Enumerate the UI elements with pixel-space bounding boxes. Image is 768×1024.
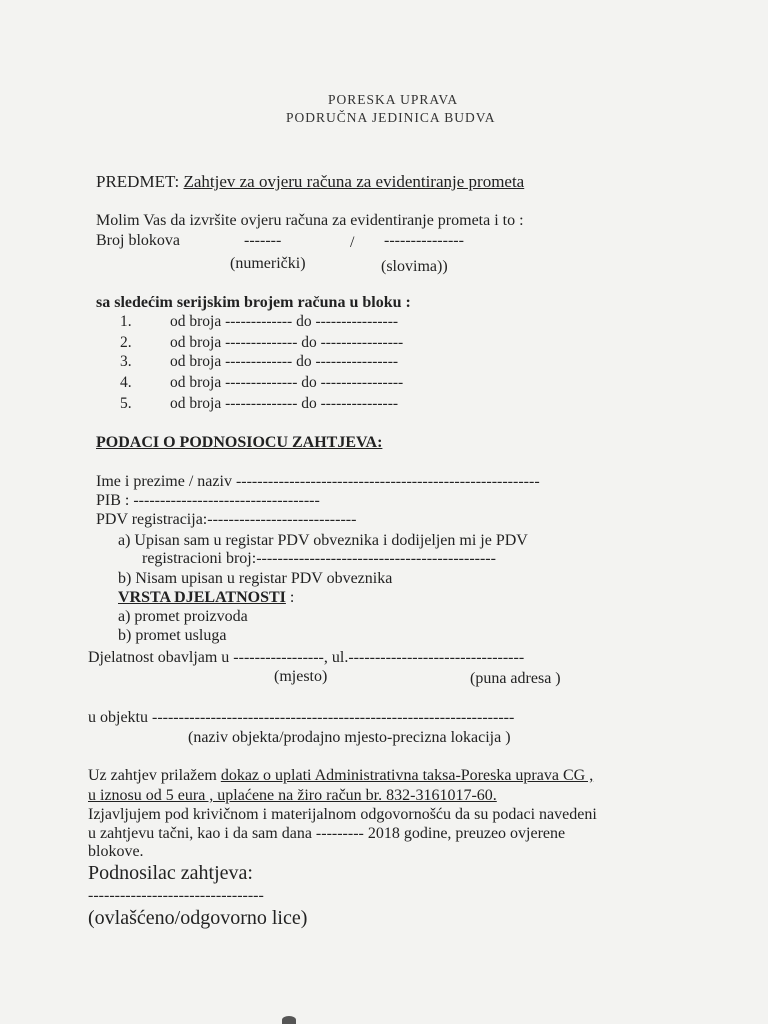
subject-line: [96, 172, 524, 192]
attachment-proof: dokaz o uplati Administrativna taksa-Poreska uprava CG ,: [220, 767, 594, 784]
blocks-slash: /: [350, 234, 355, 251]
header-unit: PODRUČNA JEDINICA BUDVA: [286, 110, 496, 125]
blocks-label: Broj blokova: [96, 232, 180, 249]
hint-object: (naziv objekta/prodajno mjesto-precizna lokacija ): [188, 729, 511, 746]
serial-row-text: od broja -------------- do ----------------: [170, 374, 404, 391]
blocks-numeric-blank: -------: [244, 232, 282, 249]
pdv-option-a: a) Upisan sam u registar PDV obveznika i dodijeljen mi je PDV: [118, 532, 528, 549]
serial-row-number: 5.: [120, 395, 132, 412]
serial-row-number: 3.: [120, 353, 132, 370]
subject-text: Zahtjev za ovjeru računa za evidentiranje prometa: [183, 172, 525, 191]
header-authority: PORESKA UPRAVA: [328, 92, 459, 107]
serial-heading: sa sledećim serijskim brojem računa u bloku :: [96, 294, 411, 311]
serial-row-number: 4.: [120, 374, 132, 391]
serial-row-text: od broja ------------- do ----------------: [170, 353, 399, 370]
declaration-line-3: blokove.: [88, 843, 144, 860]
serial-row-text: od broja ------------- do ----------------: [170, 313, 399, 330]
serial-row-number: 2.: [120, 334, 132, 351]
subject-label: PREDMET:: [96, 172, 180, 191]
serial-row: [120, 313, 398, 331]
pdv-number-field: registracioni broj:---------------------------------------------: [142, 550, 496, 567]
applicant-heading: PODACI O PODNOSIOCU ZAHTJEVA:: [96, 434, 383, 451]
pdv-field: PDV registracija:----------------------------: [96, 511, 357, 528]
signature-role: (ovlašćeno/odgovorno lice): [88, 907, 308, 929]
pib-field: PIB : -----------------------------------: [96, 492, 320, 509]
signature-label: Podnosilac zahtjeva:: [88, 862, 253, 884]
blocks-words-blank: ---------------: [384, 232, 464, 249]
activity-heading-line: [118, 589, 294, 607]
hint-address: (puna adresa ): [470, 670, 561, 687]
hint-place: (mjesto): [274, 668, 328, 685]
declaration-line-1: Izjavljujem pod krivičnom i materijalnom odgovornošću da su podaci navedeni: [88, 806, 597, 823]
serial-row-number: 1.: [120, 313, 132, 330]
scan-mark: [282, 1016, 296, 1024]
request-intro: Molim Vas da izvršite ovjeru računa za evidentiranje prometa i to :: [96, 212, 524, 229]
activity-place-field: Djelatnost obavljam u -----------------, ul.---------------------------------: [88, 649, 525, 666]
serial-row: [120, 334, 403, 352]
activity-option-a: a) promet proizvoda: [118, 608, 248, 625]
declaration-line-2: u zahtjevu tačni, kao i da sam dana --------- 2018 godine, preuzeo ovjerene: [88, 825, 566, 842]
serial-row-text: od broja -------------- do ---------------: [170, 395, 399, 412]
pdv-option-b: b) Nisam upisan u registar PDV obveznika: [118, 570, 393, 587]
attachment-line-2: u iznosu od 5 eura , uplaćene na žiro račun br. 832-3161017-60.: [88, 787, 497, 804]
activity-heading-colon: :: [285, 589, 295, 606]
name-field: Ime i prezime / naziv ---------------------------------------------------------: [96, 473, 540, 490]
activity-heading: VRSTA DJELATNOSTI: [118, 589, 286, 606]
activity-option-b: b) promet usluga: [118, 627, 227, 644]
hint-numeric: (numerički): [230, 255, 306, 272]
object-field: u objektu --------------------------------------------------------------------: [88, 709, 515, 726]
serial-row: [120, 353, 398, 371]
attachment-intro: Uz zahtjev prilažem: [88, 767, 221, 784]
signature-line: ---------------------------------: [88, 887, 264, 904]
serial-row-text: od broja -------------- do ----------------: [170, 334, 404, 351]
serial-row: [120, 374, 403, 392]
attachment-line-1: [88, 767, 593, 785]
hint-words: (slovima)): [381, 258, 448, 275]
serial-row: [120, 395, 398, 413]
